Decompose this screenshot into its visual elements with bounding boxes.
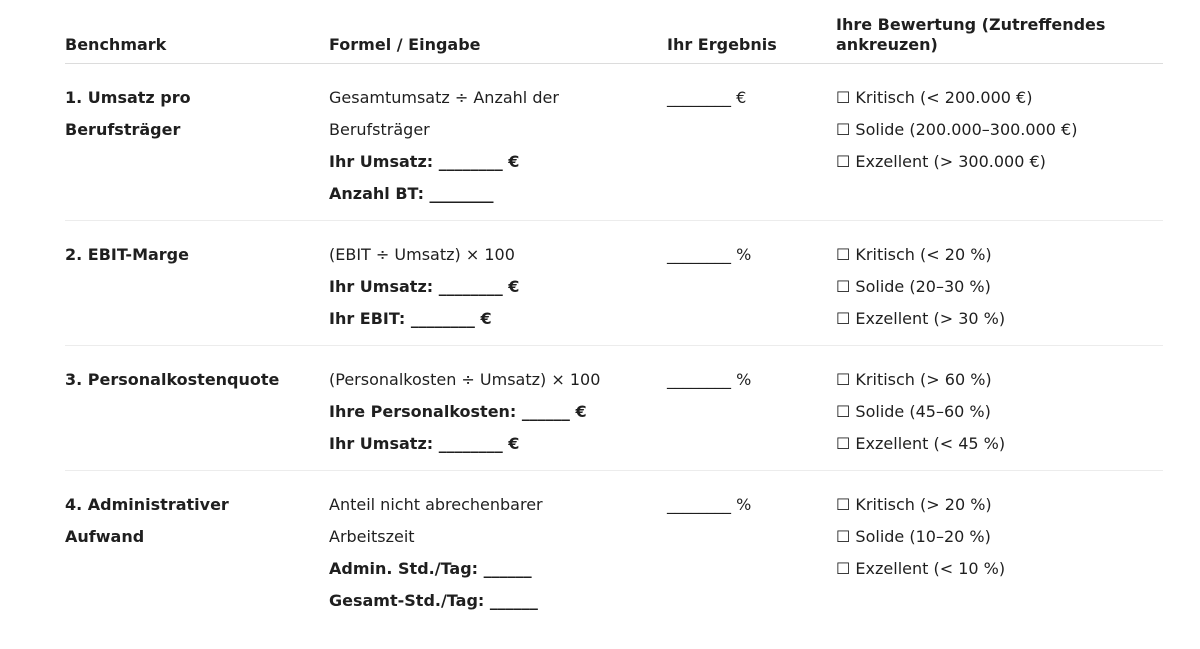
formula-line: Arbeitszeit (329, 527, 415, 546)
checkbox-solid[interactable]: ☐ Solide (10–20 %) (836, 527, 991, 546)
input-field-admin-hours[interactable]: Admin. Std./Tag: ______ (329, 559, 532, 578)
input-field-personnel-costs[interactable]: Ihre Personalkosten: ______ € (329, 402, 587, 421)
benchmark-name (65, 364, 329, 460)
benchmark-name (65, 489, 329, 617)
rating-options (836, 82, 1163, 210)
checkbox-excellent[interactable]: ☐ Exzellent (> 30 %) (836, 309, 1006, 328)
benchmark-line: Berufsträger (65, 120, 181, 139)
header-rating: Ihre Bewertung (Zutreffendes ankreuzen) (836, 15, 1106, 54)
formula-cell (329, 489, 667, 617)
checkbox-solid[interactable]: ☐ Solide (200.000–300.000 €) (836, 120, 1078, 139)
checkbox-critical[interactable]: ☐ Kritisch (> 60 %) (836, 370, 992, 389)
checkbox-excellent[interactable]: ☐ Exzellent (< 10 %) (836, 559, 1006, 578)
result-field[interactable]: ________ % (667, 245, 752, 264)
result-field[interactable]: ________ % (667, 370, 752, 389)
table-row (65, 471, 1163, 627)
result-field[interactable]: ________ € (667, 88, 747, 107)
checkbox-critical[interactable]: ☐ Kritisch (< 20 %) (836, 245, 992, 264)
benchmark-line: 4. Administrativer (65, 495, 229, 514)
benchmark-name (65, 239, 329, 335)
formula-cell (329, 82, 667, 210)
formula-cell (329, 364, 667, 460)
table-header (65, 0, 1163, 64)
result-field[interactable]: ________ % (667, 495, 752, 514)
rating-options (836, 489, 1163, 617)
formula-line: Berufsträger (329, 120, 430, 139)
benchmark-line: 1. Umsatz pro (65, 88, 191, 107)
benchmark-line: 3. Personalkostenquote (65, 370, 280, 389)
table-row (65, 64, 1163, 221)
formula-line: Gesamtumsatz ÷ Anzahl der (329, 88, 559, 107)
input-field-revenue[interactable]: Ihr Umsatz: ________ € (329, 434, 520, 453)
table-row (65, 346, 1163, 471)
input-field-revenue[interactable]: Ihr Umsatz: ________ € (329, 277, 520, 296)
formula-cell (329, 239, 667, 335)
checkbox-excellent[interactable]: ☐ Exzellent (> 300.000 €) (836, 152, 1046, 171)
input-field-revenue[interactable]: Ihr Umsatz: ________ € (329, 152, 520, 171)
rating-options (836, 364, 1163, 460)
input-field-total-hours[interactable]: Gesamt-Std./Tag: ______ (329, 591, 538, 610)
benchmark-name (65, 82, 329, 210)
header-benchmark: Benchmark (65, 35, 167, 54)
benchmark-table (65, 0, 1163, 627)
table-row (65, 221, 1163, 346)
checkbox-critical[interactable]: ☐ Kritisch (> 20 %) (836, 495, 992, 514)
input-field-count[interactable]: Anzahl BT: ________ (329, 184, 494, 203)
checkbox-solid[interactable]: ☐ Solide (20–30 %) (836, 277, 991, 296)
formula-line: (EBIT ÷ Umsatz) × 100 (329, 245, 515, 264)
checkbox-solid[interactable]: ☐ Solide (45–60 %) (836, 402, 991, 421)
header-result: Ihr Ergebnis (667, 35, 777, 54)
checkbox-critical[interactable]: ☐ Kritisch (< 200.000 €) (836, 88, 1033, 107)
benchmark-line: 2. EBIT-Marge (65, 245, 189, 264)
checkbox-excellent[interactable]: ☐ Exzellent (< 45 %) (836, 434, 1006, 453)
rating-options (836, 239, 1163, 335)
input-field-ebit[interactable]: Ihr EBIT: ________ € (329, 309, 492, 328)
benchmark-line: Aufwand (65, 527, 145, 546)
header-formula: Formel / Eingabe (329, 35, 481, 54)
formula-line: (Personalkosten ÷ Umsatz) × 100 (329, 370, 601, 389)
formula-line: Anteil nicht abrechenbarer (329, 495, 543, 514)
